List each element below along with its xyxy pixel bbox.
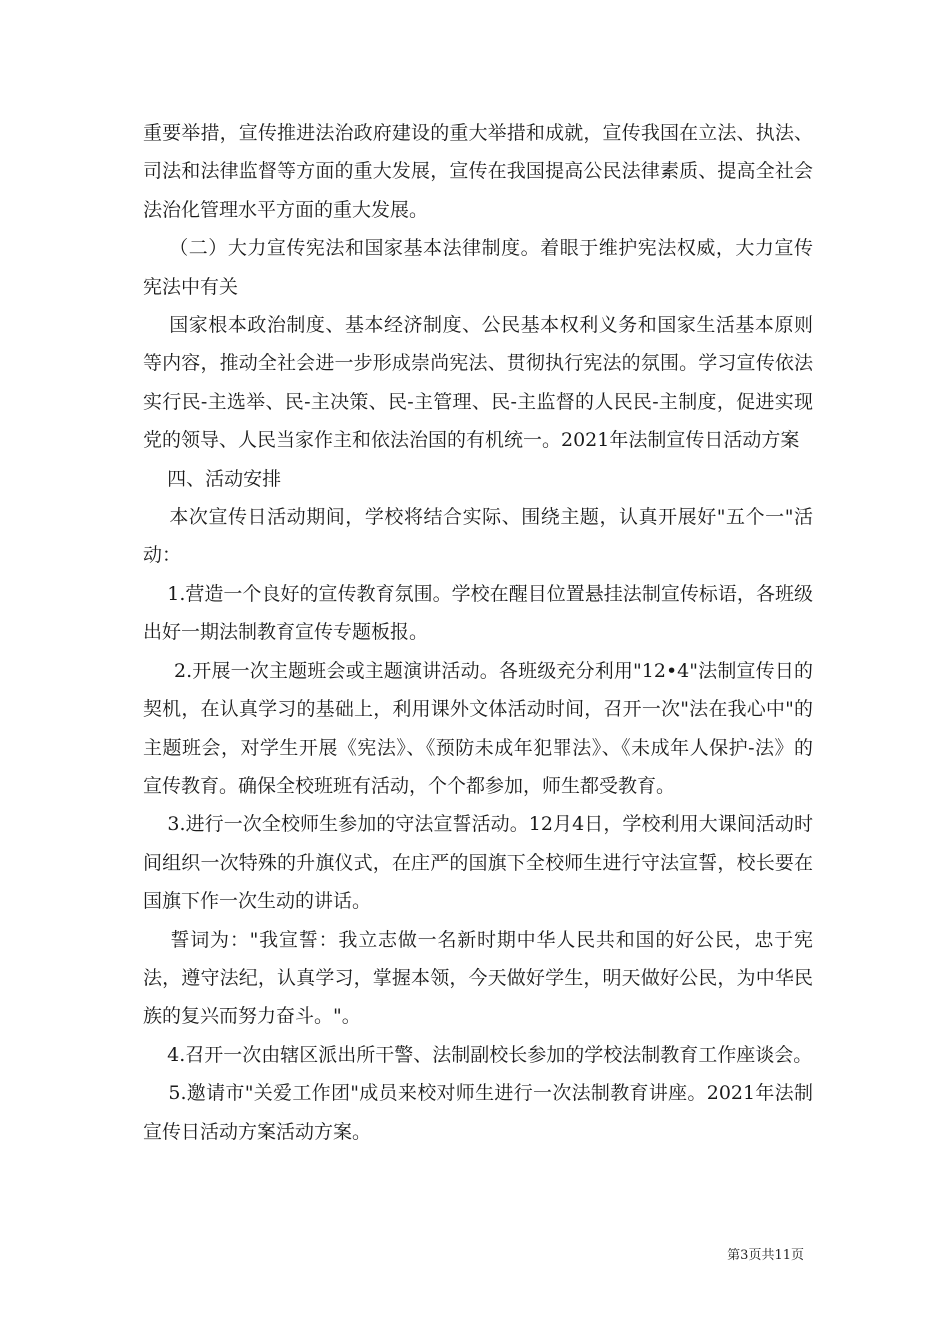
paragraph-item-1: 1.营造一个良好的宣传教育氛围。学校在醒目位置悬挂法制宣传标语，各班级出好一期法制教育宣传专题板报。	[143, 582, 813, 644]
document-body	[143, 114, 813, 1151]
paragraph-major-measures: 重要举措，宣传推进法治政府建设的重大举措和成就，宣传我国在立法、执法、司法和法律监督等方面的重大发展，宣传在我国提高公民法律素质、提高全社会法治化管理水平方面的重大发展。	[143, 122, 813, 221]
paragraph-item-4: 4.召开一次由辖区派出所干警、法制副校长参加的学校法制教育工作座谈会。	[143, 1043, 813, 1066]
page-number-footer: 第3页共11页	[727, 1248, 804, 1263]
paragraph-oath: 誓词为："我宣誓：我立志做一名新时期中华人民共和国的好公民，忠于宪法，遵守法纪，认真学习，掌握本领，今天做好学生，明天做好公民，为中华民族的复兴而努力奋斗。"。	[143, 928, 813, 1028]
paragraph-item-2: 2.开展一次主题班会或主题演讲活动。各班级充分利用"12•4"法制宣传日的契机，在认真学习的基础上，利用课外文体活动时间，召开一次"法在我心中"的主题班会，对学生开展《宪法》、《预防未成年犯罪法》、《未成年人保护-法》的宣传教育。确保全校班班有活动，个个都参加，师生都受教育。	[143, 659, 813, 797]
paragraph-constitution-content: 国家根本政治制度、基本经济制度、公民基本权利义务和国家生活基本原则等内容，推动全社会进一步形成崇尚宪法、贯彻执行宪法的氛围。学习宣传依法实行民-主选举、民-主决策、民-主管理、民-主监督的人民民-主制度，促进实现党的领导、人民当家作主和依法治国的有机统一。2021年法制宣传日活动方案	[143, 314, 813, 452]
section-four-heading: 四、活动安排	[143, 467, 282, 490]
paragraph-item-3: 3.进行一次全校师生参加的守法宣誓活动。12月4日，学校利用大课间活动时间组织一次特殊的升旗仪式，在庄严的国旗下全校师生进行守法宣誓，校长要在国旗下作一次生动的讲话。	[143, 813, 813, 913]
paragraph-activity-intro: 本次宣传日活动期间，学校将结合实际、围绕主题，认真开展好"五个一"活动：	[143, 506, 813, 567]
paragraph-section-two-heading: （二）大力宣传宪法和国家基本法律制度。着眼于维护宪法权威，大力宣传宪法中有关	[143, 237, 813, 298]
paragraph-item-5: 5.邀请市"关爱工作团"成员来校对师生进行一次法制教育讲座。2021年法制宣传日活动方案活动方案。	[143, 1082, 813, 1143]
